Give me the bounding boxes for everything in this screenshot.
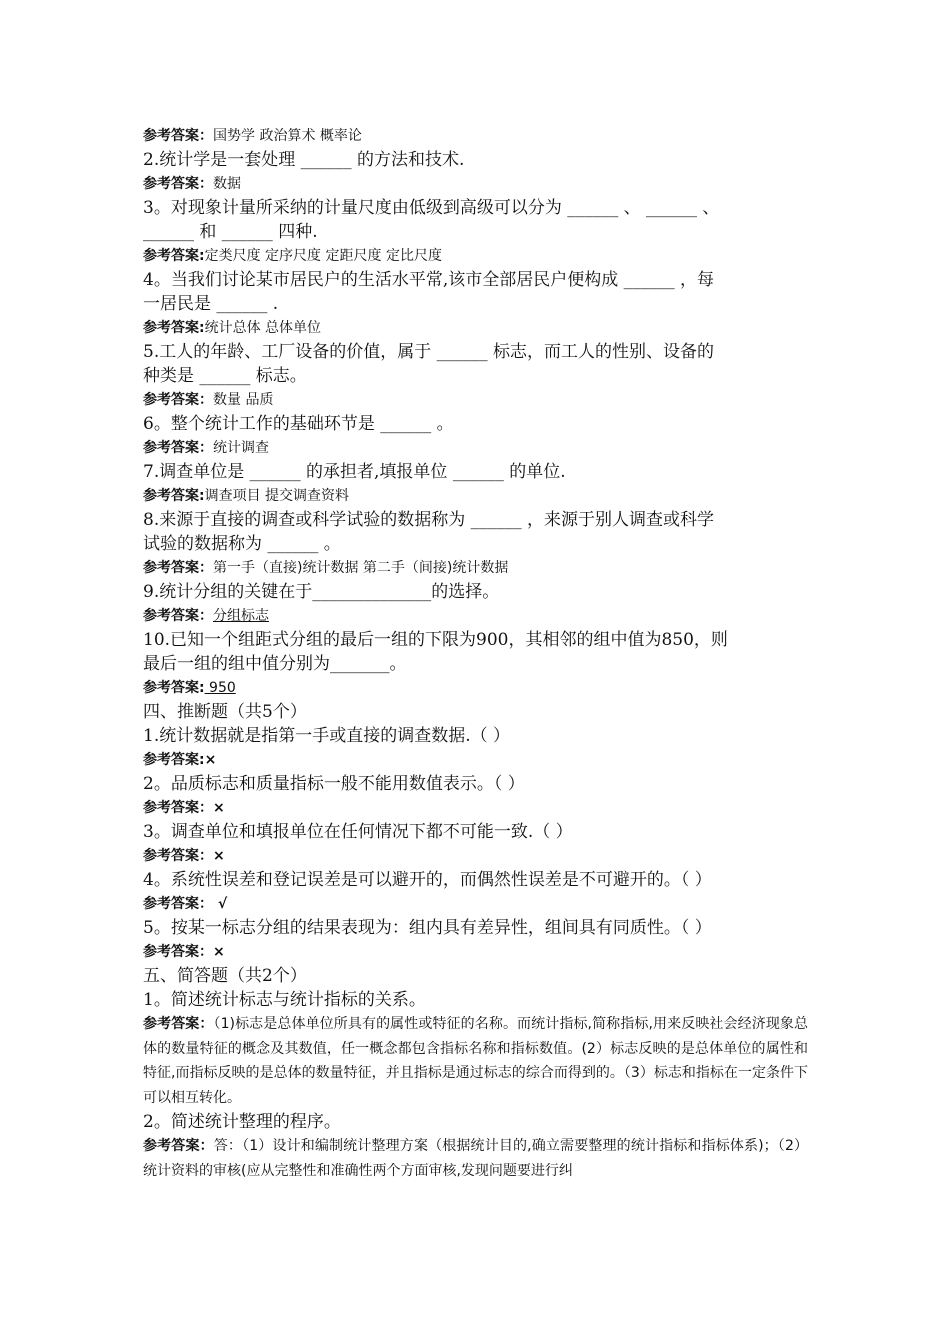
question-10-line-2: 最后一组的组中值分别为_______。 <box>143 654 407 674</box>
question-10-line-1: 10.已知一个组距式分组的最后一组的下限为900，其相邻的组中值为850，则 <box>143 630 728 650</box>
question-5-line-1: 5.工人的年龄、工厂设备的价值，属于 ______ 标志，而工人的性别、设备的 <box>143 342 715 362</box>
judgment-answer-4: 参考答案： √ <box>143 896 228 912</box>
judgment-3: 3。调查单位和填报单位在任何情况下都不可能一致.（ ） <box>143 822 573 842</box>
question-8-line-2: 试验的数据称为 ______ 。 <box>143 534 341 554</box>
blank-underline: _______ <box>330 654 390 674</box>
short-question-1: 1。简述统计标志与统计指标的关系。 <box>143 990 426 1010</box>
question-9: 9.统计分组的关键在于______________的选择。 <box>143 582 500 602</box>
question-6: 6。整个统计工作的基础环节是 ______ 。 <box>143 414 454 434</box>
judgment-answer-1: 参考答案:× <box>143 752 217 768</box>
short-answer-1: 参考答案：（1)标志是总体单位所具有的属性或特征的名称。而统计指标,简称指标,用来反映社会经济现象总体的数量特征的概念及其数值，任一概念都包含指标名称和指标数值。(2）标志反映的是总体单位的属性和特征,而指标反映的是总体的数量特征，并且指标是通过标志的综合而得到的。（3）标志和指标在一定条件下可以相互转化。 <box>143 1016 809 1106</box>
section-heading-judgment: 四、推断题（共5个） <box>143 702 307 722</box>
question-3-line-2: ______ 和 ______ 四种. <box>143 222 318 242</box>
short-question-2: 2。简述统计整理的程序。 <box>143 1112 341 1132</box>
answer-1: 参考答案：国势学 政治算术 概率论 <box>143 128 362 144</box>
answer-8: 参考答案：第一手（直接)统计数据 第二手（间接)统计数据 <box>143 560 509 576</box>
judgment-answer-5: 参考答案：× <box>143 944 225 960</box>
judgment-2: 2。品质标志和质量指标一般不能用数值表示。（ ） <box>143 774 525 794</box>
document-page <box>143 124 808 1183</box>
answer-6: 参考答案：统计调查 <box>143 440 269 456</box>
question-3-line-1: 3。对现象计量所采纳的计量尺度由低级到高级可以分为 ______ 、 ______ 、 <box>143 198 720 218</box>
judgment-5: 5。按某一标志分组的结果表现为：组内具有差异性，组间具有同质性。（ ） <box>143 918 712 938</box>
question-2: 2.统计学是一套处理 ______ 的方法和技术. <box>143 150 465 170</box>
answer-9: 参考答案：分组标志 <box>143 608 269 624</box>
answer-5: 参考答案：数量 品质 <box>143 392 274 408</box>
judgment-answer-2: 参考答案：× <box>143 800 225 816</box>
answer-4: 参考答案:统计总体 总体单位 <box>143 320 322 336</box>
short-answer-2: 参考答案：答：（1）设计和编制统计整理方案（根据统计目的,确立需要整理的统计指标和指标体系)；（2）统计资料的审核(应从完整性和准确性两个方面审核,发现问题要进行纠 <box>143 1138 808 1179</box>
answer-10: 参考答案: 950 <box>143 680 236 696</box>
question-4-line-2: 一居民是 ______ . <box>143 294 279 314</box>
answer-3: 参考答案:定类尺度 定序尺度 定距尺度 定比尺度 <box>143 248 442 264</box>
answer-7: 参考答案:调查项目 提交调查资料 <box>143 488 350 504</box>
question-4-line-1: 4。当我们讨论某市居民户的生活水平常,该市全部居民户便构成 ______ ，每 <box>143 270 715 290</box>
question-5-line-2: 种类是 ______ 标志。 <box>143 366 307 386</box>
question-8-line-1: 8.来源于直接的调查或科学试验的数据称为 ______ ，来源于别人调查或科学 <box>143 510 715 530</box>
question-7: 7.调查单位是 ______ 的承担者,填报单位 ______ 的单位. <box>143 462 566 482</box>
judgment-answer-3: 参考答案：× <box>143 848 225 864</box>
answer-2: 参考答案：数据 <box>143 176 241 192</box>
judgment-1: 1.统计数据就是指第一手或直接的调查数据.（ ） <box>143 726 511 746</box>
section-heading-short-answer: 五、简答题（共2个） <box>143 966 307 986</box>
blank-underline: ______________ <box>312 582 432 602</box>
judgment-4: 4。系统性误差和登记误差是可以避开的，而偶然性误差是不可避开的。（ ） <box>143 870 712 890</box>
